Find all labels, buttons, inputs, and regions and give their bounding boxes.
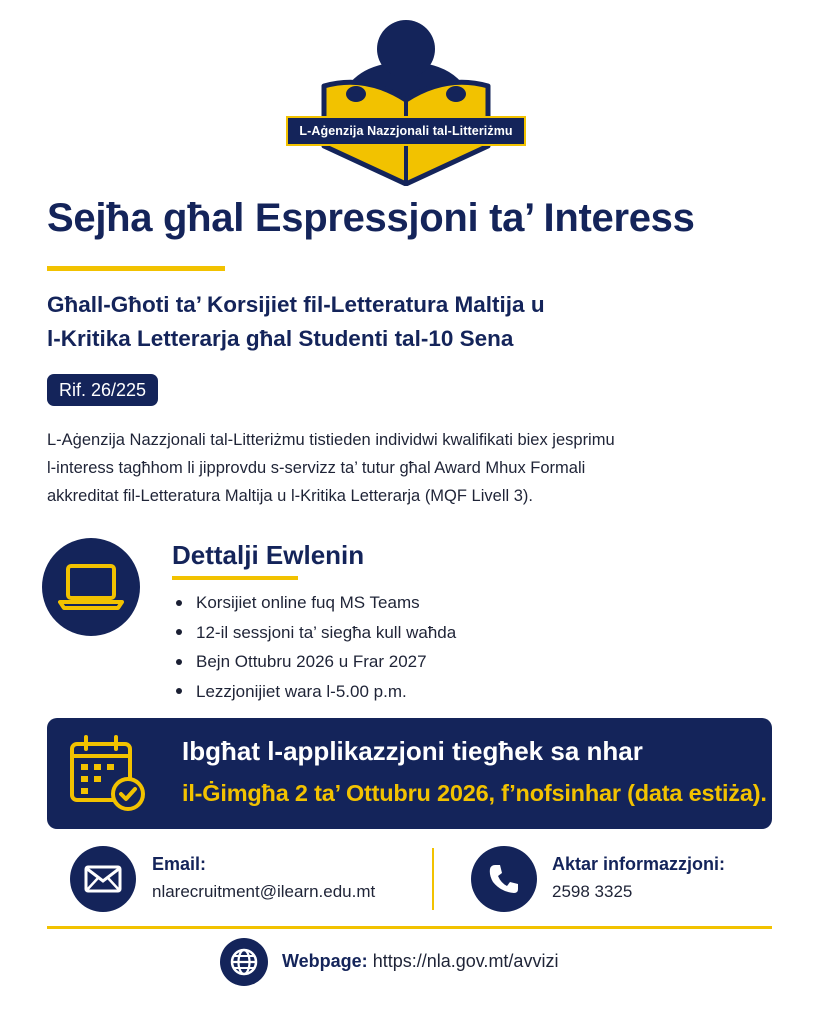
laptop-icon (42, 538, 140, 636)
deadline-banner (47, 718, 772, 829)
contact-divider (432, 848, 434, 910)
intro-paragraph (47, 426, 777, 510)
details-list (172, 588, 456, 706)
phone-number[interactable]: 2598 3325 (552, 882, 633, 901)
details-heading: Dettalji Ewlenin (172, 540, 365, 570)
intro-line-2: l-interess tagħhom li jipprovdu s-servizz ta’ tutur għal Award Mhux Formali (47, 459, 586, 477)
email-label: Email: (152, 854, 207, 874)
calendar-check-icon (68, 732, 150, 814)
phone-label: Aktar informazzjoni: (552, 854, 726, 874)
subtitle-line-2: l-Kritika Letterarja għal Studenti tal-10 Sena (47, 326, 514, 351)
details-underline (172, 576, 298, 580)
globe-icon (220, 938, 268, 986)
agency-logo-label: L-Aġenzija Nazzjonali tal-Litteriżmu (286, 116, 526, 146)
email-link[interactable]: nlarecruitment@ilearn.edu.mt (152, 882, 376, 901)
webpage-link[interactable]: https://nla.gov.mt/avvizi (372, 951, 559, 971)
webpage-line (282, 951, 558, 972)
deadline-date: il-Ġimgħa 2 ta’ Ottubru 2026, f’nofsinhar (data estiża). (182, 780, 767, 806)
list-item: Korsijiet online fuq MS Teams (172, 588, 456, 618)
page-subtitle (47, 288, 747, 356)
intro-line-1: L-Aġenzija Nazzjonali tal-Litteriżmu tistieden individwi kwalifikati biex jesprimu (47, 431, 615, 449)
intro-line-3: akkreditat fil-Letteratura Maltija u l-Kritika Letterarja (MQF Livell 3). (47, 487, 533, 505)
deadline-text: Ibgħat l-applikazzjoni tiegħek sa nhar (182, 736, 643, 766)
webpage-label: Webpage: (282, 951, 368, 971)
title-underline (47, 266, 225, 271)
reference-badge: Rif. 26/225 (47, 374, 158, 406)
footer-divider (47, 926, 772, 929)
list-item: 12-il sessjoni ta’ siegħa kull waħda (172, 618, 456, 648)
envelope-icon (70, 846, 136, 912)
subtitle-line-1: Għall-Għoti ta’ Korsijiet fil-Letteratura Maltija u (47, 292, 545, 317)
list-item: Bejn Ottubru 2026 u Frar 2027 (172, 647, 456, 677)
list-item: Lezzjonijiet wara l-5.00 p.m. (172, 677, 456, 707)
phone-icon (471, 846, 537, 912)
page-title: Sejħa għal Espressjoni ta’ Interess (47, 196, 695, 240)
reader-book-icon (286, 14, 526, 186)
